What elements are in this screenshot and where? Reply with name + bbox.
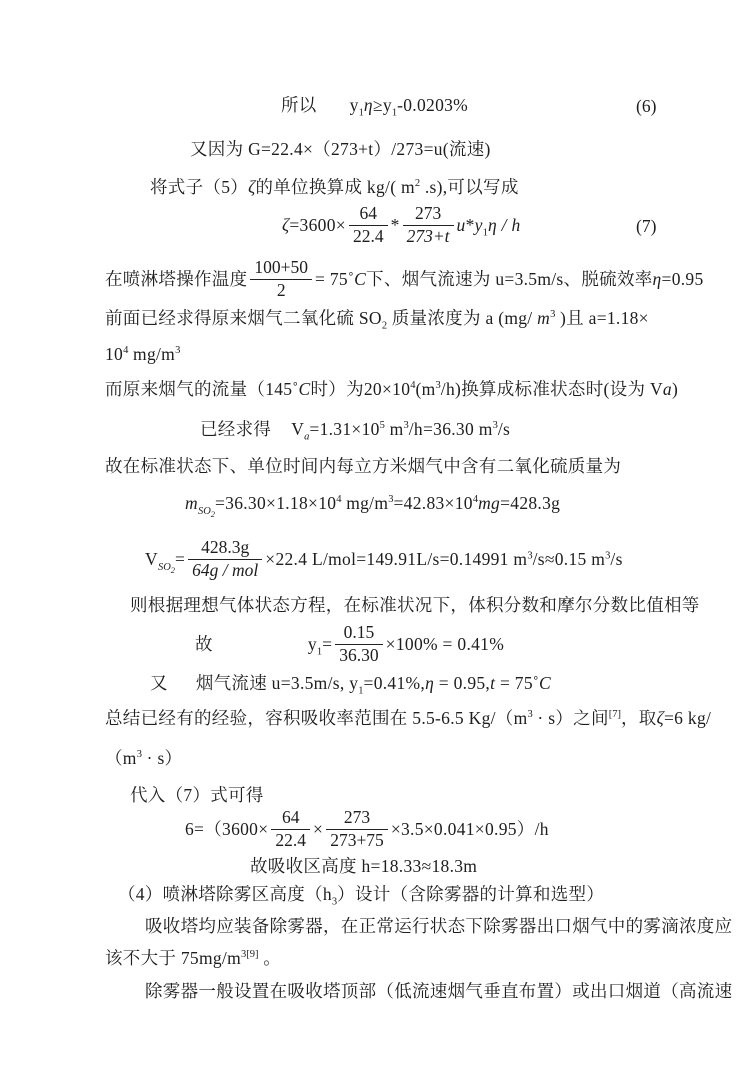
fraction-denominator: 22.4	[275, 829, 307, 850]
fraction-denominator: 273+75	[330, 829, 384, 850]
summary-pre: 总结已经有的经验，容积吸收率范围在 5.5-6.5 Kg/（m	[105, 708, 528, 728]
eq6-yb: y	[382, 95, 392, 115]
so2-sup: 3	[550, 309, 556, 321]
vso2-sup: 3	[527, 550, 533, 562]
eq6-ya: y	[349, 95, 359, 115]
again-eta: η	[425, 673, 435, 693]
fraction-numerator: 273	[403, 204, 454, 226]
convert-tail: .s),可以写成	[420, 177, 519, 197]
again-label: 又	[150, 673, 168, 693]
fraction	[403, 204, 454, 246]
summary2-sup: 3	[136, 749, 142, 761]
mso2-sup: 4	[336, 494, 342, 506]
summary-mid2: ，取	[621, 708, 657, 728]
mso2-sup2: 3	[388, 494, 394, 506]
dem1b-tail: 。	[258, 948, 281, 968]
equation-6-line	[0, 95, 756, 120]
equation-6-content	[281, 95, 469, 119]
fraction	[271, 808, 310, 850]
va-sup: 5	[379, 420, 385, 432]
mso2-sup3: 4	[472, 494, 479, 506]
equation-7-content	[282, 202, 521, 246]
so2-m: m	[537, 308, 551, 328]
flow-sup2: 3	[435, 380, 441, 392]
va-result-line	[200, 419, 510, 444]
standard-state-line	[105, 456, 621, 478]
vso2-sub	[158, 562, 175, 573]
eq7-h: h	[511, 215, 521, 236]
vso2-sup2: 3	[605, 550, 611, 562]
eq6-eta: η	[363, 95, 373, 115]
temp-eq: = 75˚	[315, 269, 355, 290]
eq7-y-sub: 1	[482, 227, 488, 239]
reference-9: [9]	[246, 949, 259, 961]
again-c: C	[539, 673, 552, 693]
mso2-sub-b: 2	[210, 509, 215, 519]
va-sup2: 3	[403, 420, 409, 432]
so2-sub: 2	[381, 320, 388, 332]
equation-7-line	[0, 202, 756, 248]
fraction-numerator: 64	[271, 808, 310, 830]
mass-so2-line	[185, 493, 560, 520]
vso2-mult: ×22.4 L/mol	[265, 549, 357, 570]
eqsubst-times: ×	[313, 819, 324, 840]
summary-zeta: ζ	[656, 708, 664, 728]
std-text: 故在标准状态下、单位时间内每立方米烟气中含有二氧化硫质量为	[105, 456, 622, 476]
operating-temperature-line	[105, 256, 704, 302]
ideal-gas-line	[130, 595, 700, 617]
y1-y: y	[307, 634, 317, 655]
mso2-mg: mg	[478, 493, 501, 513]
so2-tail: )且 a=1.18×	[555, 308, 649, 328]
vso2-eq: =	[174, 549, 186, 570]
summary2-pre: （m	[105, 748, 137, 768]
dem1b-sup: 3	[241, 949, 247, 961]
vso2-v: V	[145, 549, 158, 570]
again-pre: 烟气流速 u=3.5m/s, y	[195, 673, 359, 693]
y1-eq: =	[322, 634, 333, 655]
y1-sub: 1	[316, 646, 323, 658]
equation-7-number: (7)	[636, 216, 657, 237]
va-mid2: /h=36.30 m	[408, 419, 493, 439]
eq7-zeta: ζ	[282, 215, 290, 236]
fraction-numerator: 0.15	[335, 623, 382, 645]
convert-mid: 的单位换算成 kg/( m	[255, 177, 415, 197]
summary2-tail: · s）	[141, 748, 183, 768]
eq7-eta: η	[488, 215, 497, 236]
section4-tail: ）设计（含除雾器的计算和选型）	[337, 884, 605, 904]
mso2-mid2: =42.83×10	[393, 493, 473, 513]
va-label: 已经求得	[200, 419, 272, 439]
e4-base: 10	[105, 344, 124, 364]
fraction	[335, 623, 382, 665]
so2-mid: 质量浓度为 a (mg/	[387, 308, 538, 328]
eq7-u: u	[456, 215, 466, 236]
temp-pre: 在喷淋塔操作温度	[105, 269, 248, 290]
y1-tail: ×100% = 0.41%	[385, 634, 505, 655]
mso2-mid: mg/m	[341, 493, 389, 513]
summary-mid: · s）之间	[532, 708, 609, 728]
va-eq: =1.31×10	[309, 419, 380, 439]
absorption-height-line	[250, 856, 477, 878]
section-4-heading	[118, 884, 604, 909]
height-text: 故吸收区高度 h=18.33≈18.3m	[250, 856, 478, 876]
flow-tail: /h)换算成标准状态时(设为 V	[440, 379, 663, 399]
flow-a: a	[662, 379, 672, 399]
again-mid: =0.41%,	[363, 673, 426, 693]
eq6-ya-sub: 1	[358, 107, 364, 119]
e4-sup: 4	[123, 345, 129, 357]
vso2-tail: /s	[610, 549, 623, 570]
again-mid3: = 75˚	[495, 673, 540, 693]
temp-c: C	[354, 269, 367, 290]
mso2-sub-a: SO	[197, 505, 211, 517]
fraction-denominator: 36.30	[339, 644, 379, 665]
temp-tail: =0.95	[661, 269, 704, 290]
va-sup3: 3	[492, 420, 498, 432]
temp-eta: η	[652, 269, 662, 290]
fraction-numerator: 273	[326, 808, 388, 830]
convert-zeta: ζ	[248, 177, 256, 197]
volume-so2-line	[145, 536, 623, 582]
convert-sup: 2	[414, 178, 421, 190]
fraction	[188, 538, 262, 580]
va-sub: a	[304, 431, 310, 443]
fraction-numerator: 64	[349, 204, 388, 226]
summary-sup: 3	[527, 709, 533, 721]
again-sub: 1	[358, 685, 364, 697]
unit-conversion-line	[150, 177, 519, 199]
equation-6-number: (6)	[636, 96, 657, 117]
section4-pre: （4）喷淋塔除雾区高度（h	[118, 884, 332, 904]
eq7-eq: =3600×	[289, 215, 346, 236]
again-t: t	[490, 673, 496, 693]
flue-gas-flow-line	[105, 379, 678, 401]
eqsubst-tail: ×3.5×0.041×0.95）/h	[390, 819, 549, 840]
eq7-star2: *	[465, 215, 475, 236]
eqsubst-lead: 6=（3600×	[185, 819, 269, 840]
mso2-eq: =36.30×1.18×10	[214, 493, 337, 513]
eq6-tail: -0.0203%	[397, 95, 469, 115]
e4-sup2: 3	[175, 345, 181, 357]
fraction	[349, 204, 388, 246]
unit-continuation-line	[105, 748, 182, 770]
reference-7: [7]	[608, 709, 621, 721]
subst-text: 代入（7）式可得	[130, 785, 264, 805]
flow-pre: 而原来烟气的流量（145˚	[105, 379, 299, 399]
flow-mid: 时）为20×10	[310, 379, 411, 399]
va-mid: m	[384, 419, 404, 439]
fraction-denominator: 2	[276, 279, 286, 300]
va-tail: /s	[497, 419, 511, 439]
y1-label: 故	[195, 634, 213, 655]
because-line	[190, 139, 491, 161]
va-v: V	[291, 419, 305, 439]
e4-mid: mg/m	[128, 344, 176, 364]
mso2-sub	[198, 506, 215, 517]
because-text: 又因为 G=22.4×（273+t）/273=u(流速)	[190, 139, 491, 159]
eq6-geq: ≥	[372, 95, 383, 115]
fraction-numerator: 100+50	[250, 258, 312, 280]
flow-close: )	[671, 379, 679, 399]
fraction-denominator: 64g / mol	[192, 559, 259, 580]
ideal-text: 则根据理想气体状态方程，在标准状况下，体积分数和摩尔分数比值相等	[130, 595, 700, 615]
eq7-slash: /	[496, 215, 512, 236]
temp-mid: 下、烟气流速为 u=3.5m/s、脱硫效率	[366, 269, 653, 290]
vso2-sub-b: 2	[170, 565, 175, 575]
dem1a-text: 吸收塔均应装备除雾器，在正常运行状态下除雾器出口烟气中的雾滴浓度应	[145, 916, 733, 936]
fraction-denominator: 273+t	[406, 225, 450, 246]
mso2-tail: =428.3g	[500, 493, 561, 513]
dem2-text: 除雾器一般设置在吸收塔顶部（低流速烟气垂直布置）或出口烟道（高流速	[145, 981, 733, 1001]
mso2-m: m	[185, 493, 198, 513]
eq6-label: 所以	[281, 95, 317, 115]
so2-pre: 前面已经求得原来烟气二氧化硫 SO	[105, 308, 382, 328]
so2-concentration-line	[105, 308, 649, 333]
flow-mid2: (m	[415, 379, 436, 399]
eq7-star1: *	[390, 215, 400, 236]
eq6-yb-sub: 1	[391, 107, 398, 119]
demister-paragraph-line-2	[105, 948, 281, 970]
value-continuation-line	[105, 344, 180, 366]
again-mid2: = 0.95,	[434, 673, 491, 693]
substitution-line	[130, 785, 264, 807]
convert-pre: 将式子（5）	[150, 177, 249, 197]
vso2-sub-a: SO	[157, 561, 171, 573]
fraction-denominator: 22.4	[352, 225, 384, 246]
summary-tail: =6 kg/	[664, 708, 712, 728]
flow-sup: 4	[410, 380, 416, 392]
eq7-y: y	[474, 215, 483, 236]
fraction-numerator: 428.3g	[188, 538, 262, 560]
parameters-line	[150, 673, 551, 698]
fraction	[250, 258, 312, 300]
section4-sub: 3	[331, 896, 338, 908]
demister-paragraph-2-line-1	[145, 981, 732, 1003]
experience-summary-line	[105, 708, 711, 730]
dem1b-pre: 该不大于 75mg/m	[105, 948, 242, 968]
fraction	[326, 808, 388, 850]
y1-result-line	[195, 621, 505, 667]
vso2-mid2: /s≈0.15 m	[532, 549, 606, 570]
substituted-equation-line	[185, 806, 549, 852]
vso2-mid: =149.91L/s=0.14991 m	[356, 549, 528, 570]
demister-paragraph-line-1	[145, 916, 732, 938]
flow-c: C	[298, 379, 311, 399]
